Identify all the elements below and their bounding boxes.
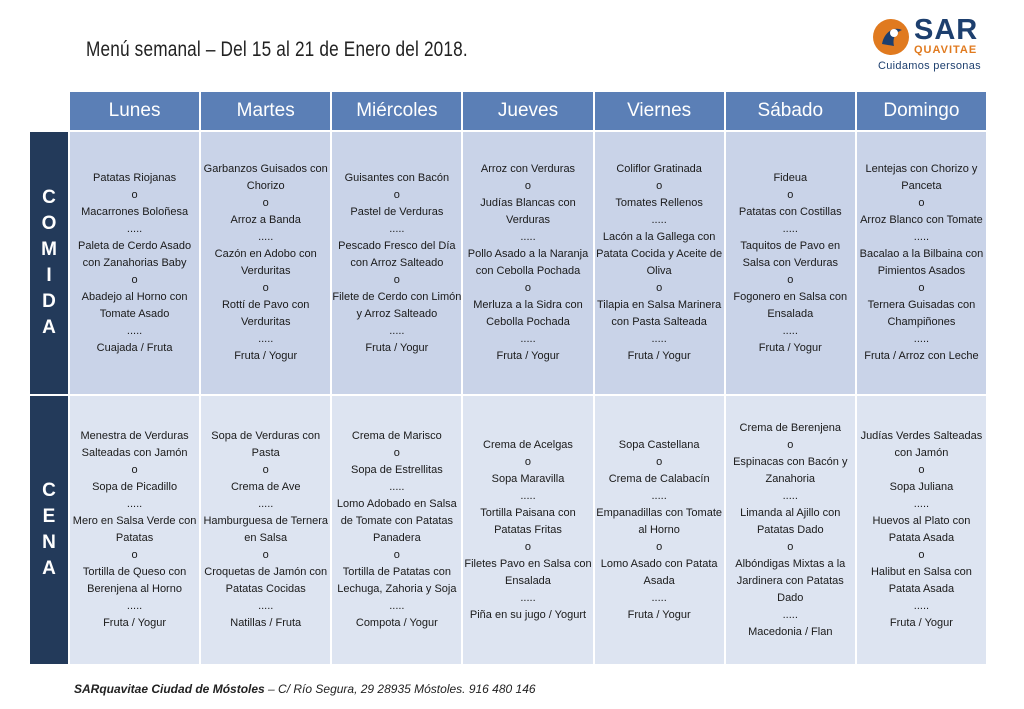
menu-cell (69, 395, 200, 665)
menu-line: Crema de Ave (230, 481, 301, 493)
day-header: Miércoles (331, 91, 462, 131)
menu-line: ..... (520, 489, 536, 502)
menu-line: Filete de Cerdo con Limón y Arroz Salteado (332, 290, 462, 320)
side-label-letter: D (42, 291, 56, 312)
menu-line: Arroz Blanco con Tomate (860, 214, 983, 226)
table-corner (29, 91, 69, 131)
menu-line: o (131, 188, 138, 201)
menu-line: o (262, 282, 269, 294)
menu-line: o (262, 197, 269, 209)
menu-cell (200, 395, 331, 665)
menu-line: o (787, 273, 794, 286)
menu-line: Halibut en Salsa con Patata Asada (870, 566, 972, 595)
menu-line: Ternera Guisadas con Champiñones (867, 299, 976, 328)
day-header: Viernes (594, 91, 725, 131)
menu-line: Crema de Marisco (351, 430, 442, 442)
menu-line: Sopa de Verduras con Pasta (211, 430, 321, 459)
day-header: Jueves (462, 91, 593, 131)
menu-line: Mero en Salsa Verde con Patatas (72, 515, 197, 544)
menu-line: ..... (782, 489, 798, 502)
menu-cell (725, 395, 856, 665)
menu-line: Crema de Calabacín (608, 472, 710, 485)
menu-line: Crema de Acelgas (483, 438, 573, 451)
menu-line: o (787, 188, 794, 201)
menu-line: ..... (782, 324, 798, 337)
comida-row (29, 131, 987, 395)
menu-line: Coliflor Gratinada (616, 163, 702, 175)
menu-line: Fruta / Yogur (627, 350, 691, 362)
menu-cell (69, 131, 200, 395)
menu-line: ..... (651, 214, 667, 226)
menu-line: Fruta / Yogur (365, 341, 429, 354)
day-header: Martes (200, 91, 331, 131)
menu-line: Abadejo al Horno con Tomate Asado (81, 290, 188, 320)
menu-line: Rottí de Pavo con Verduritas (221, 299, 310, 328)
menu-line: o (131, 273, 138, 286)
footer-center-name: SARquavitae Ciudad de Móstoles (74, 682, 265, 696)
menu-line: o (262, 464, 269, 476)
menu-line: ..... (782, 608, 798, 621)
menu-line: Sopa Castellana (618, 438, 700, 451)
menu-line: Espinacas con Bacón y Zanahoria (733, 455, 848, 485)
menu-line: Fruta / Yogur (234, 350, 298, 362)
side-label-letter: C (42, 187, 56, 208)
menu-line: ..... (258, 600, 274, 612)
menu-line: ..... (651, 333, 667, 345)
menu-line: Macarrones Boloñesa (81, 205, 189, 218)
menu-line: Piña en su jugo / Yogurt (469, 608, 587, 621)
menu-line: ..... (651, 489, 667, 502)
menu-line: Fruta / Yogur (627, 608, 691, 621)
menu-line: o (131, 464, 138, 476)
menu-cell (594, 131, 725, 395)
menu-line: Filetes Pavo en Salsa con Ensalada (464, 557, 592, 587)
menu-line: o (131, 549, 138, 561)
menu-cell (200, 131, 331, 395)
menu-line: ..... (126, 498, 143, 510)
menu-line: o (918, 464, 925, 476)
menu-line: Sopa Juliana (889, 481, 954, 493)
menu-line: Fruta / Arroz con Leche (864, 350, 979, 362)
menu-line: Tomates Rellenos (615, 197, 703, 209)
menu-line: ..... (913, 600, 930, 612)
menu-line: Cuajada / Fruta (96, 341, 173, 354)
menu-cell (462, 395, 593, 665)
menu-line: ..... (258, 498, 274, 510)
logo-sub-text: QUAVITAE (914, 44, 978, 56)
side-label-letter: C (42, 480, 56, 501)
menu-line: o (524, 455, 532, 468)
menu-line: o (656, 282, 663, 294)
menu-line: o (393, 273, 400, 286)
logo-emblem-icon (872, 18, 910, 56)
menu-cell (856, 131, 987, 395)
menu-line: Sopa de Picadillo (92, 481, 178, 493)
menu-line: ..... (258, 333, 274, 345)
menu-line: Cazón en Adobo con Verduritas (214, 248, 317, 277)
menu-line: o (918, 197, 925, 209)
menu-line: Croquetas de Jamón con Patatas Cocidas (204, 566, 328, 595)
menu-line: Lacón a la Gallega con Patata Cocida y Aceite de Oliva (596, 231, 723, 277)
menu-line: ..... (126, 222, 143, 235)
side-label-letter: I (46, 265, 52, 286)
day-header-row (29, 91, 987, 131)
menu-line: Hamburguesa de Ternera en Salsa (203, 515, 328, 544)
menu-line: o (656, 540, 663, 553)
menu-line: o (393, 188, 400, 201)
side-label-letter: A (42, 558, 56, 579)
menu-line: ..... (389, 324, 405, 337)
menu-line: o (393, 447, 400, 459)
menu-line: o (918, 282, 925, 294)
menu-line: Guisantes con Bacón (344, 171, 450, 184)
menu-cell (725, 131, 856, 395)
menu-line: Empanadillas con Tomate al Horno (596, 506, 723, 536)
side-label-letter: E (42, 506, 56, 527)
weekly-menu-table (28, 90, 988, 666)
menu-cell (331, 395, 462, 665)
day-header: Sábado (725, 91, 856, 131)
menu-line: ..... (651, 591, 667, 604)
menu-line: ..... (389, 222, 405, 235)
menu-line: ..... (913, 498, 930, 510)
logo-brand-text: SAR (914, 14, 979, 46)
menu-line: o (393, 549, 400, 561)
menu-line: ..... (520, 333, 536, 345)
menu-line: Judías Blancas con Verduras (480, 197, 576, 226)
menu-line: o (524, 540, 532, 553)
menu-line: Huevos al Plato con Patata Asada (872, 515, 971, 544)
footer-contact: – C/ Río Segura, 29 28935 Móstoles. 916 480 146 (264, 682, 536, 696)
day-header: Lunes (69, 91, 200, 131)
menu-line: ..... (389, 481, 405, 493)
menu-line: Compota / Yogur (355, 617, 438, 629)
menu-line: Patatas con Costillas (738, 205, 842, 218)
menu-cell (594, 395, 725, 665)
menu-line: Sopa Maravilla (491, 472, 565, 485)
menu-line: Merluza a la Sidra con Cebolla Pochada (473, 299, 583, 328)
brand-logo (872, 14, 992, 74)
menu-line: Patatas Riojanas (92, 171, 177, 184)
menu-line: Fruta / Yogur (889, 617, 953, 629)
menu-line: Crema de Berenjena (739, 421, 842, 434)
side-label-letter: M (41, 239, 57, 260)
menu-line: o (656, 180, 663, 192)
menu-line: ..... (913, 333, 930, 345)
menu-line: ..... (126, 600, 143, 612)
menu-line: Garbanzos Guisados con Chorizo (203, 163, 328, 192)
menu-line: Tortilla Paisana con Patatas Fritas (480, 506, 576, 536)
menu-line: o (524, 282, 532, 294)
menu-line: Fideua (773, 171, 808, 184)
menu-line: Pastel de Verduras (350, 205, 444, 218)
menu-line: Albóndigas Mixtas a la Jardinera con Patatas Dado (735, 557, 846, 604)
menu-line: Pollo Asado a la Naranja con Cebolla Pochada (467, 248, 589, 277)
menu-cell (331, 131, 462, 395)
menu-line: Tortilla de Queso con Berenjena al Horno (82, 566, 187, 595)
menu-line: Macedonia / Flan (748, 625, 833, 638)
cena-side-label (29, 395, 69, 665)
cena-row (29, 395, 987, 665)
menu-line: ..... (782, 222, 798, 235)
menu-line: Taquitos de Pavo en Salsa con Verduras (740, 239, 841, 269)
menu-line: Tortilla de Patatas con Lechuga, Zahoria y Soja (337, 566, 457, 595)
side-label-letter: A (42, 317, 56, 338)
menu-line: Lentejas con Chorizo y Panceta (865, 163, 978, 192)
menu-line: ..... (126, 324, 143, 337)
menu-line: o (787, 540, 794, 553)
menu-line: ..... (520, 231, 536, 243)
menu-line: ..... (389, 600, 405, 612)
menu-line: Fogonero en Salsa con Ensalada (733, 290, 848, 320)
menu-line: Menestra de Verduras Salteadas con Jamón (80, 430, 189, 459)
menu-line: ..... (258, 231, 274, 243)
menu-line: Natillas / Fruta (230, 617, 302, 629)
page-title: Menú semanal – Del 15 al 21 de Enero del 2018. (86, 38, 468, 61)
menu-line: Bacalao a la Bilbaina con Pimientos Asados (859, 248, 984, 277)
menu-line: Lomo Adobado en Salsa de Tomate con Patatas Panadera (336, 498, 457, 544)
menu-line: Pescado Fresco del Día con Arroz Salteado (338, 239, 456, 269)
menu-line: Paleta de Cerdo Asado con Zanahorias Baby (78, 239, 192, 269)
menu-line: Arroz a Banda (230, 214, 301, 226)
side-label-letter: O (41, 213, 57, 234)
menu-line: ..... (913, 231, 930, 243)
menu-line: o (262, 549, 269, 561)
side-label-letter: N (42, 532, 56, 553)
menu-line: Lomo Asado con Patata Asada (600, 557, 718, 587)
menu-line: ..... (520, 591, 536, 604)
menu-line: Fruta / Yogur (758, 341, 822, 354)
menu-line: Fruta / Yogur (103, 617, 167, 629)
footer-address (74, 682, 536, 696)
menu-line: Judías Verdes Salteadas con Jamón (860, 430, 983, 459)
menu-line: o (524, 180, 532, 192)
menu-cell (856, 395, 987, 665)
menu-line: o (787, 438, 794, 451)
menu-line: Tilapia en Salsa Marinera con Pasta Salteada (596, 299, 722, 328)
logo-slogan: Cuidamos personas (878, 60, 981, 72)
menu-line: Sopa de Estrellitas (350, 464, 443, 476)
menu-line: Fruta / Yogur (496, 350, 560, 362)
menu-line: o (918, 549, 925, 561)
menu-line: Arroz con Verduras (480, 163, 576, 175)
comida-side-label (29, 131, 69, 395)
menu-line: Limanda al Ajillo con Patatas Dado (740, 506, 841, 536)
day-header: Domingo (856, 91, 987, 131)
menu-cell (462, 131, 593, 395)
menu-line: o (656, 455, 663, 468)
